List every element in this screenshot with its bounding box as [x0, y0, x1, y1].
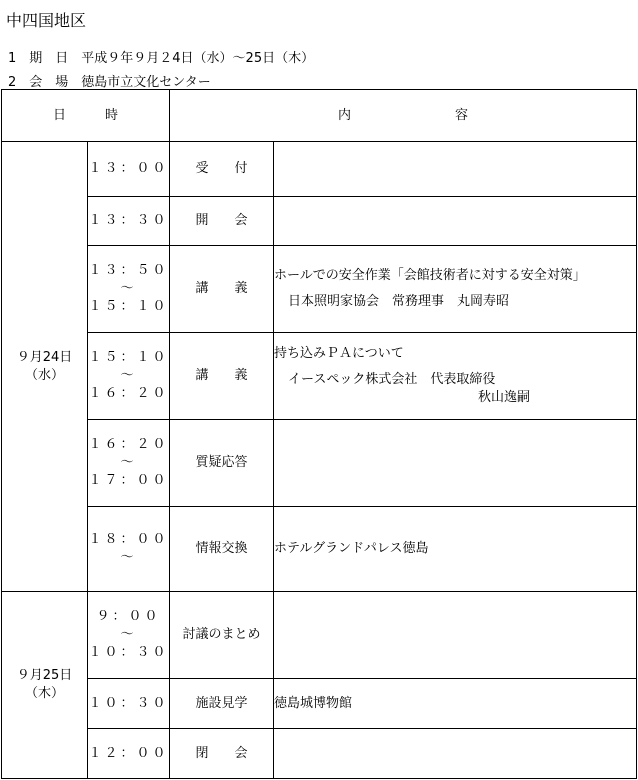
time-cell: １５：１０ ～ １６：２０: [88, 333, 170, 420]
header-date-time: 日 時: [2, 90, 170, 142]
lecturer: 日本照明家協会 常務理事 丸岡寿昭: [288, 294, 510, 309]
item-cell: 講 義: [170, 333, 274, 420]
time-cell: １３：００: [88, 142, 170, 197]
venue: 2 会 場 徳島市立文化センター: [8, 75, 211, 90]
content-cell: [274, 420, 637, 507]
lecturer-name: 秋山逸嗣: [478, 390, 531, 405]
time-cell: ９：００ ～ １０：３０: [88, 592, 170, 679]
item-cell: 施設見学: [170, 679, 274, 729]
table-row: [2, 679, 637, 729]
lecturer-company: イースペック株式会社 代表取締役: [288, 372, 496, 387]
schedule-dates: 1 期 日 平成９年９月２4日（水）～25日（木）: [8, 51, 315, 66]
item-cell: 閉 会: [170, 729, 274, 779]
tour-venue: 徳島城博物館: [274, 695, 353, 711]
table-row: [2, 420, 637, 507]
lecture-title: ホールでの安全作業「会館技術者に対する安全対策」: [274, 268, 586, 283]
content-cell: [274, 197, 637, 246]
date-label: ９月24日: [16, 349, 73, 365]
item-cell: 講 義: [170, 246, 274, 333]
table-row: [2, 729, 637, 779]
table-row: [2, 246, 637, 333]
item-cell: 開 会: [170, 197, 274, 246]
time-cell: １０：３０: [88, 679, 170, 729]
content-cell: [274, 729, 637, 779]
time-cell: １２：００: [88, 729, 170, 779]
weekday-label: （木）: [24, 686, 64, 701]
table-row: [2, 197, 637, 246]
schedule-table: [1, 89, 637, 779]
time-cell: １８：００ ～: [88, 507, 170, 592]
header-row: [2, 90, 637, 142]
content-cell: [274, 142, 637, 197]
date-cell-day1: [2, 142, 88, 592]
content-cell: [274, 679, 637, 729]
table-row: [2, 592, 637, 679]
table-row: [2, 142, 637, 197]
item-cell: 質疑応答: [170, 420, 274, 507]
table-row: [2, 507, 637, 592]
item-cell: 受 付: [170, 142, 274, 197]
item-cell: 討議のまとめ: [170, 592, 274, 679]
time-cell: １６：２０ ～ １７：００: [88, 420, 170, 507]
content-cell: [274, 507, 637, 592]
reception-venue: ホテルグランドパレス徳島: [274, 541, 429, 556]
time-cell: １３：５０ ～ １５：１０: [88, 246, 170, 333]
content-cell: [274, 592, 637, 679]
date-label: ９月25日: [16, 668, 73, 683]
weekday-label: （水）: [24, 367, 64, 383]
page-title: 中四国地区: [6, 11, 87, 30]
lecture-title: 持ち込みＰＡについて: [274, 346, 404, 361]
time-cell: １３：３０: [88, 197, 170, 246]
date-cell-day2: [2, 592, 88, 779]
content-cell: [274, 333, 637, 420]
item-cell: 情報交換: [170, 507, 274, 592]
header-content: 内 容: [170, 90, 637, 142]
content-cell: [274, 246, 637, 333]
table-row: [2, 333, 637, 420]
